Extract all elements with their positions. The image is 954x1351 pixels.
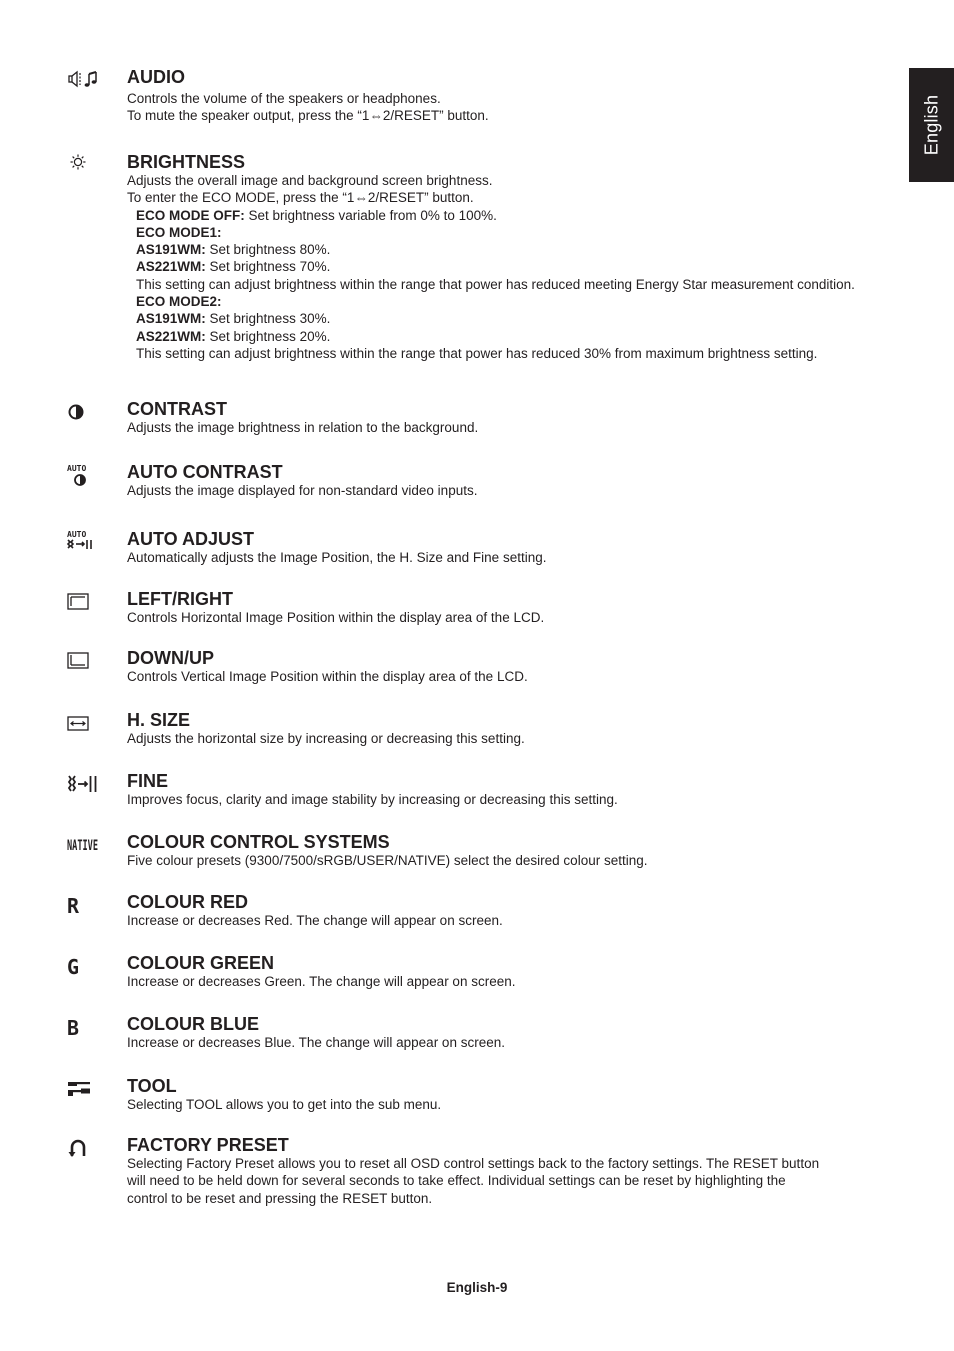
eco-mode-off-label: ECO MODE OFF: <box>136 207 245 223</box>
eco2-as191wm-label: AS191WM: <box>136 311 206 327</box>
r-letter-icon <box>67 894 101 918</box>
eco1-note: This setting can adjust brightness within the range that power has reduced meeting Energy Star measurement condition. <box>136 276 855 292</box>
audio-title: AUDIO <box>127 67 185 87</box>
brightness-section <box>127 152 892 362</box>
colour-green-text: Increase or decreases Green. The change will appear on screen. <box>127 974 516 989</box>
eco1-as221wm-text: Set brightness 70%. <box>205 259 331 275</box>
contrast-text: Adjusts the image brightness in relation to the background. <box>127 420 479 435</box>
factory-preset-section <box>127 1135 892 1207</box>
colour-red-title: COLOUR RED <box>127 892 248 912</box>
audio-text-1: Controls the volume of the speakers or headphones. <box>127 91 441 106</box>
eco2-as191wm-text: Set brightness 30%. <box>205 311 331 327</box>
auto-adjust-title: AUTO ADJUST <box>127 529 255 549</box>
auto-adjust-text: Automatically adjusts the Image Position, the H. Size and Fine setting. <box>127 550 547 565</box>
tool-text: Selecting TOOL allows you to get into the sub menu. <box>127 1097 442 1112</box>
svg-text:AUTO: AUTO <box>67 464 87 473</box>
colour-control-systems-section <box>67 832 892 869</box>
eco1-as191wm-label: AS191WM: <box>136 242 206 258</box>
svg-text:AUTO: AUTO <box>67 530 87 539</box>
colour-blue-title: COLOUR BLUE <box>127 1014 259 1034</box>
b-letter-icon <box>67 1016 101 1040</box>
colour-blue-text: Increase or decreases Blue. The change will appear on screen. <box>127 1035 505 1050</box>
left-right-section <box>127 589 892 626</box>
reset-arrow-icon <box>67 1137 101 1161</box>
half-circle-icon <box>67 401 101 425</box>
page-footer: English-9 <box>446 1280 508 1295</box>
fine-title: FINE <box>127 771 169 791</box>
down-up-text: Controls Vertical Image Position within the display area of the LCD. <box>127 669 528 684</box>
eco2-as221wm-text: Set brightness 20%. <box>205 328 331 344</box>
g-letter-icon <box>67 955 101 979</box>
colour-red-section <box>67 892 892 929</box>
brightness-title: BRIGHTNESS <box>127 152 246 172</box>
h-size-icon <box>67 712 101 736</box>
eco2-as191wm-line <box>127 310 892 327</box>
factory-preset-text-3: control to be reset and pressing the RESET button. <box>127 1190 433 1206</box>
down-up-section <box>127 648 892 685</box>
eco2-as221wm-line <box>127 328 892 345</box>
auto-contrast-section <box>67 462 892 499</box>
eco-mode-off-line <box>127 207 892 224</box>
audio-section <box>127 67 892 125</box>
colour-green-section <box>67 953 892 990</box>
eco2-note: This setting can adjust brightness within the range that power has reduced 30% from maximum brightness setting. <box>136 345 818 361</box>
tool-icon <box>67 1078 101 1102</box>
sun-icon <box>67 154 101 178</box>
auto-contrast-text: Adjusts the image displayed for non-standard video inputs. <box>127 483 478 498</box>
left-right-position-icon <box>67 591 101 615</box>
fine-section <box>127 771 892 808</box>
brightness-text-1: Adjusts the overall image and background screen brightness. <box>127 173 493 188</box>
eco1-as191wm-line <box>127 241 892 258</box>
eco1-as221wm-label: AS221WM: <box>136 259 206 275</box>
down-up-position-icon <box>67 650 101 674</box>
colour-red-text: Increase or decreases Red. The change will appear on screen. <box>127 913 503 928</box>
svg-text:B: B <box>67 1016 79 1040</box>
audio-text-2: To mute the speaker output, press the “1⇔2/RESET” button. <box>127 108 489 124</box>
brightness-text-2: To enter the ECO MODE, press the “1⇔2/RESET” button. <box>127 190 474 206</box>
auto-adjust-icon <box>67 531 101 555</box>
tool-title: TOOL <box>127 1076 177 1096</box>
colour-green-title: COLOUR GREEN <box>127 953 275 973</box>
contrast-section <box>127 399 892 436</box>
svg-text:R: R <box>67 894 80 918</box>
tool-section <box>127 1076 892 1113</box>
auto-contrast-title: AUTO CONTRAST <box>127 462 283 482</box>
fine-text: Improves focus, clarity and image stability by increasing or decreasing this setting. <box>127 792 618 807</box>
factory-preset-title: FACTORY PRESET <box>127 1135 289 1155</box>
eco-mode-off-text: Set brightness variable from 0% to 100%. <box>244 207 497 223</box>
colour-control-systems-text: Five colour presets (9300/7500/sRGB/USER/NATIVE) select the desired colour setting. <box>127 853 648 868</box>
down-up-title: DOWN/UP <box>127 648 214 668</box>
factory-preset-text-1: Selecting Factory Preset allows you to reset all OSD control settings back to the factory settings. The RESET button <box>127 1156 820 1171</box>
eco-mode2-label: ECO MODE2: <box>136 294 222 310</box>
speaker-music-icon <box>67 69 101 93</box>
eco1-as191wm-text: Set brightness 80%. <box>205 242 331 258</box>
eco1-as221wm-line <box>127 258 892 275</box>
language-tab <box>909 68 954 182</box>
h-size-section <box>127 710 892 747</box>
svg-text:G: G <box>67 955 79 979</box>
auto-adjust-section <box>67 529 892 566</box>
eco2-as221wm-label: AS221WM: <box>136 328 206 344</box>
left-right-title: LEFT/RIGHT <box>127 589 233 609</box>
colour-blue-section <box>67 1014 892 1051</box>
eco-mode1-label: ECO MODE1: <box>136 224 222 240</box>
fine-icon <box>67 773 101 797</box>
contrast-title: CONTRAST <box>127 399 227 419</box>
native-icon <box>67 834 101 858</box>
auto-contrast-icon <box>67 464 101 488</box>
h-size-text: Adjusts the horizontal size by increasing or decreasing this setting. <box>127 731 525 746</box>
colour-control-systems-title: COLOUR CONTROL SYSTEMS <box>127 832 390 852</box>
h-size-title: H. SIZE <box>127 710 191 730</box>
left-right-text: Controls Horizontal Image Position within the display area of the LCD. <box>127 610 545 625</box>
factory-preset-text-2: will need to be held down for several seconds to take effect. Individual settings can be reset by highlighting the <box>127 1173 786 1189</box>
language-tab-label: English <box>921 94 941 156</box>
svg-text:NATIVE: NATIVE <box>67 838 98 854</box>
